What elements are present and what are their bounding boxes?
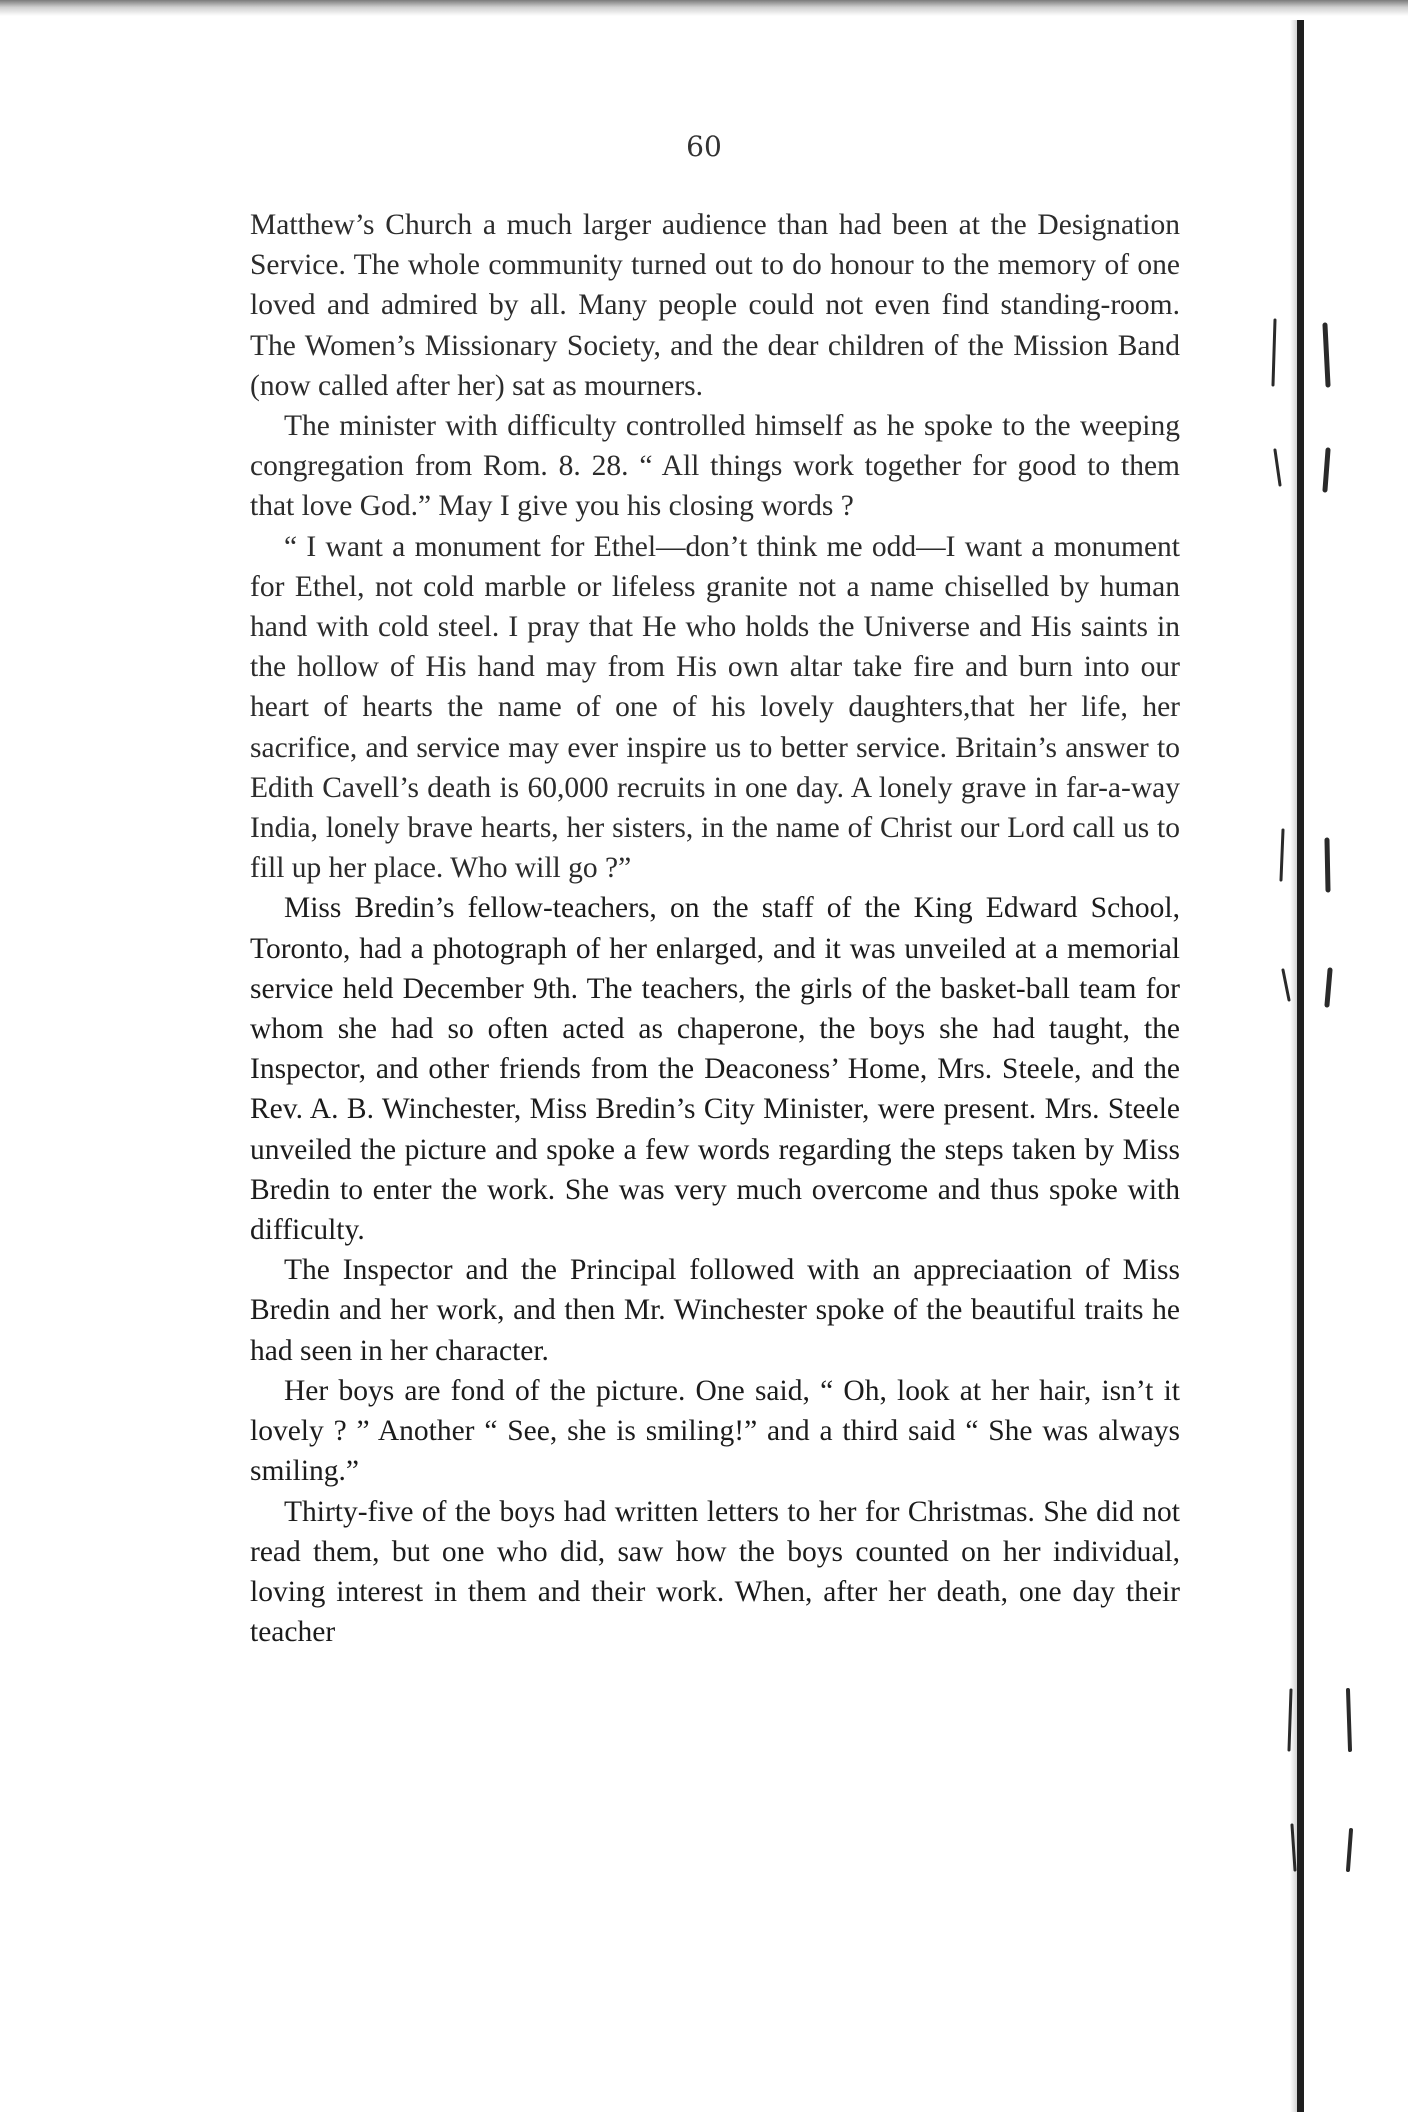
paragraph: Thirty-five of the boys had written letters to her for Christmas. She did not read them, but one who did, saw how the boys counted on her individual, loving interest in them and their work. When, after her death, one day their teacher [250, 1495, 1180, 1649]
paragraph: Miss Bredin’s fellow-teachers, on the staff of the King Edward School, Toronto, had a photograph of her enlarged, and it was unveiled at a memorial service held December 9th. The teachers, the girls of the basket-ball team for whom she had so often acted as chaperone, the boys she had taught, the Inspector, and other friends from the Deaconess’ Home, Mrs. Steele, and the Rev. A. B. Winchester, Miss Bredin’s City Minister, were present. Mrs. Steele unveiled the picture and spoke a few words regarding the steps taken by Miss Bredin to enter the work. She was very much overcome and thus spoke with difficulty. [250, 892, 1180, 1247]
paragraph: Matthew’s Church a much larger audience than had been at the Designation Service. The whole community turned out to do honour to the memory of one loved and admired by all. Many people could not even find standing-room. The Women’s Missionary Society, and the dear children of the Mission Band (now called after her) sat as mourners. [250, 209, 1180, 402]
paragraph: Her boys are fond of the picture. One said, “ Oh, look at her hair, isn’t it lovely ? ” Another “ See, she is smiling!” and a third said “ She was always smiling.” [250, 1374, 1180, 1488]
paragraph: “ I want a monument for Ethel—don’t think me odd—I want a monument for Ethel, not cold marble or lifeless granite not a name chiselled by human hand with cold steel. I pray that He who holds the Universe and His saints in the hollow of His hand may from His own altar take fire and burn into our heart of hearts the name of one of his lovely daughters,that her life, her sacrifice, and service may ever inspire us to better service. Britain’s answer to Edith Cavell’s death is 60,000 recruits in one day. A lonely grave in far-a-way India, lonely brave hearts, her sisters, in the name of Christ our Lord call us to fill up her place. Who will go ?” [250, 530, 1180, 885]
page-number: 60 [686, 130, 722, 163]
paragraph: The Inspector and the Principal followed with an appreciaation of Miss Bredin and her work, and then Mr. Winchester spoke of the beautiful traits he had seen in her character. [250, 1254, 1180, 1367]
body-text [250, 205, 1180, 1652]
top-edge-shadow [0, 0, 1408, 16]
paragraph: The minister with difficulty controlled himself as he spoke to the weeping congregation from Rom. 8. 28. “ All things work together for good to them that love God.” May I give you his closing words ? [250, 410, 1180, 523]
binding-stitch-marks [1255, 300, 1365, 1900]
